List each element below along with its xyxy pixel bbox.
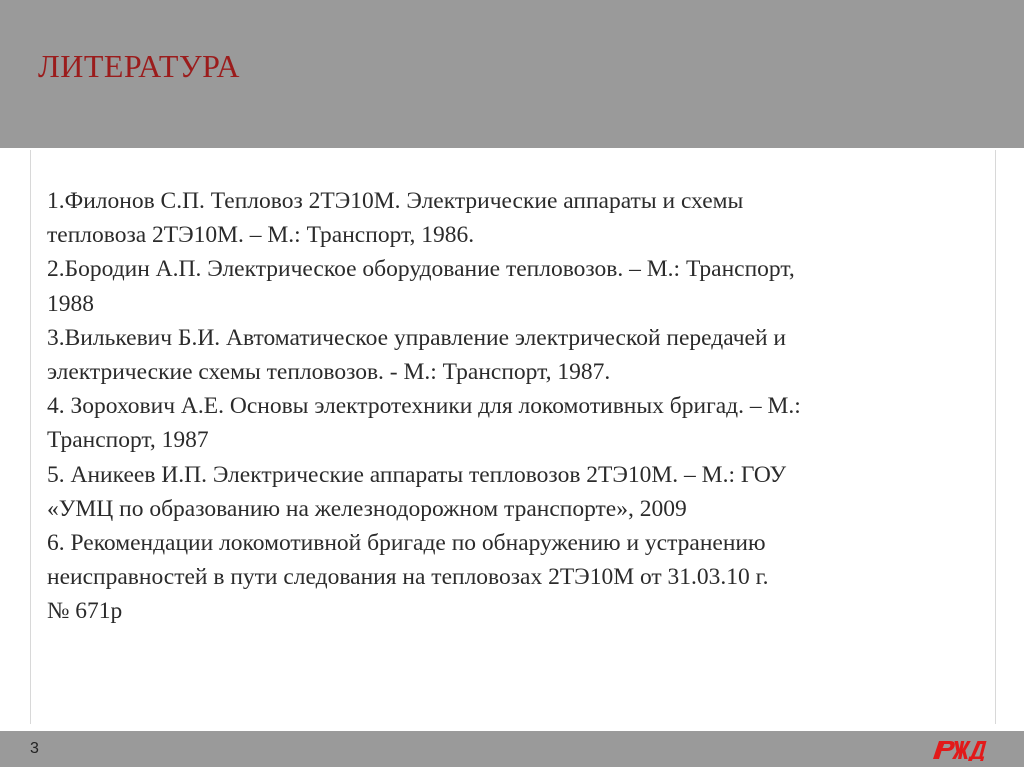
reference-line: тепловоза 2ТЭ10М. – М.: Транспорт, 1986. (47, 222, 475, 249)
reference-line: неисправностей в пути следования на тепловозах 2ТЭ10М от 31.03.10 г. (47, 564, 769, 591)
header-band (0, 0, 1024, 148)
reference-item (47, 321, 977, 389)
reference-line: 5. Аникеев И.П. Электрические аппараты тепловозов 2ТЭ10М. – М.: ГОУ (47, 461, 787, 488)
reference-line: «УМЦ по образованию на железнодорожном транспорте», 2009 (47, 495, 687, 522)
reference-line: Транспорт, 1987 (47, 427, 209, 454)
reference-item (47, 526, 977, 629)
reference-item (47, 458, 977, 526)
reference-line: 1.Филонов С.П. Тепловоз 2ТЭ10М. Электрические аппараты и схемы (47, 188, 744, 214)
reference-line: 3.Вилькевич Б.И. Автоматическое управление электрической передачей и (47, 324, 786, 351)
reference-line: 2.Бородин А.П. Электрическое оборудование тепловозов. – М.: Транспорт, (47, 256, 795, 283)
reference-item (47, 184, 977, 252)
reference-line: № 671р (47, 598, 123, 625)
slide-title: ЛИТЕРАТУРА (38, 48, 240, 84)
reference-line: электрические схемы тепловозов. - М.: Транспорт, 1987. (47, 359, 611, 386)
reference-item (47, 389, 977, 457)
content-panel (30, 150, 996, 724)
reference-item (47, 252, 977, 320)
footer-band (0, 731, 1024, 767)
reference-list (47, 184, 977, 629)
reference-line: 1988 (47, 290, 94, 317)
reference-line: 6. Рекомендации локомотивной бригаде по обнаружению и устранению (47, 530, 766, 557)
reference-line: 4. Зорохович А.Е. Основы электротехники для локомотивных бригад. – М.: (47, 393, 801, 420)
rzd-logo-icon (928, 739, 992, 761)
page-number: 3 (30, 740, 39, 757)
